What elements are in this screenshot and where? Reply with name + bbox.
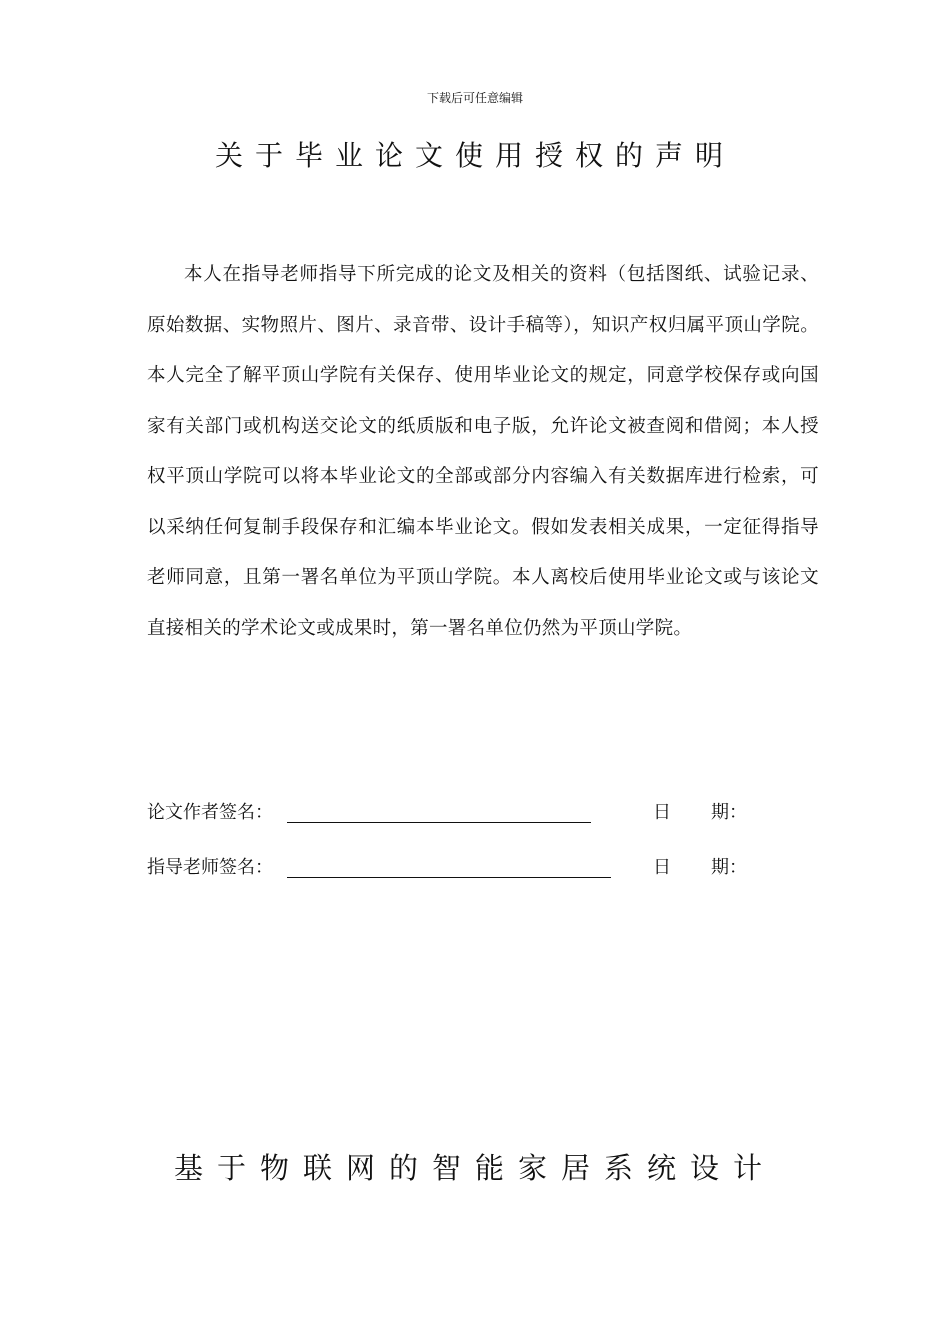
author-date-label [653,798,747,828]
date-char-2: 期： [711,802,747,823]
date-char-1: 日 [653,802,671,823]
advisor-date-label [653,853,747,883]
declaration-title: 关于毕业论文使用授权的声明 [214,139,735,172]
date-char-2: 期： [711,857,747,878]
author-signature-line [287,822,591,823]
author-signature-label: 论文作者签名： [147,802,273,823]
header-note: 下载后可任意编辑 [426,91,523,105]
declaration-body: 本人在指导老师指导下所完成的论文及相关的资料（包括图纸、试验记录、原始数据、实物照片、图片、录音带、设计手稿等），知识产权归属平顶山学院。本人完全了解平顶山学院有关保存、使用毕业论文的规定，同意学校保存或向国家有关部门或机构送交论文的纸质版和电子版，允许论文被查阅和借阅；本人授权平顶山学院可以将本毕业论文的全部或部分内容编入有关数据库进行检索，可以采纳任何复制手段保存和汇编本毕业论文。假如发表相关成果，一定征得指导老师同意，且第一署名单位为平顶山学院。本人离校后使用毕业论文或与该论文直接相关的学术论文或成果时，第一署名单位仍然为平顶山学院。 [147,264,819,639]
advisor-signature-line [287,877,611,878]
date-char-1: 日 [653,857,671,878]
advisor-signature-label: 指导老师签名： [147,857,273,878]
thesis-title: 基于物联网的智能家居系统设计 [173,1151,776,1185]
